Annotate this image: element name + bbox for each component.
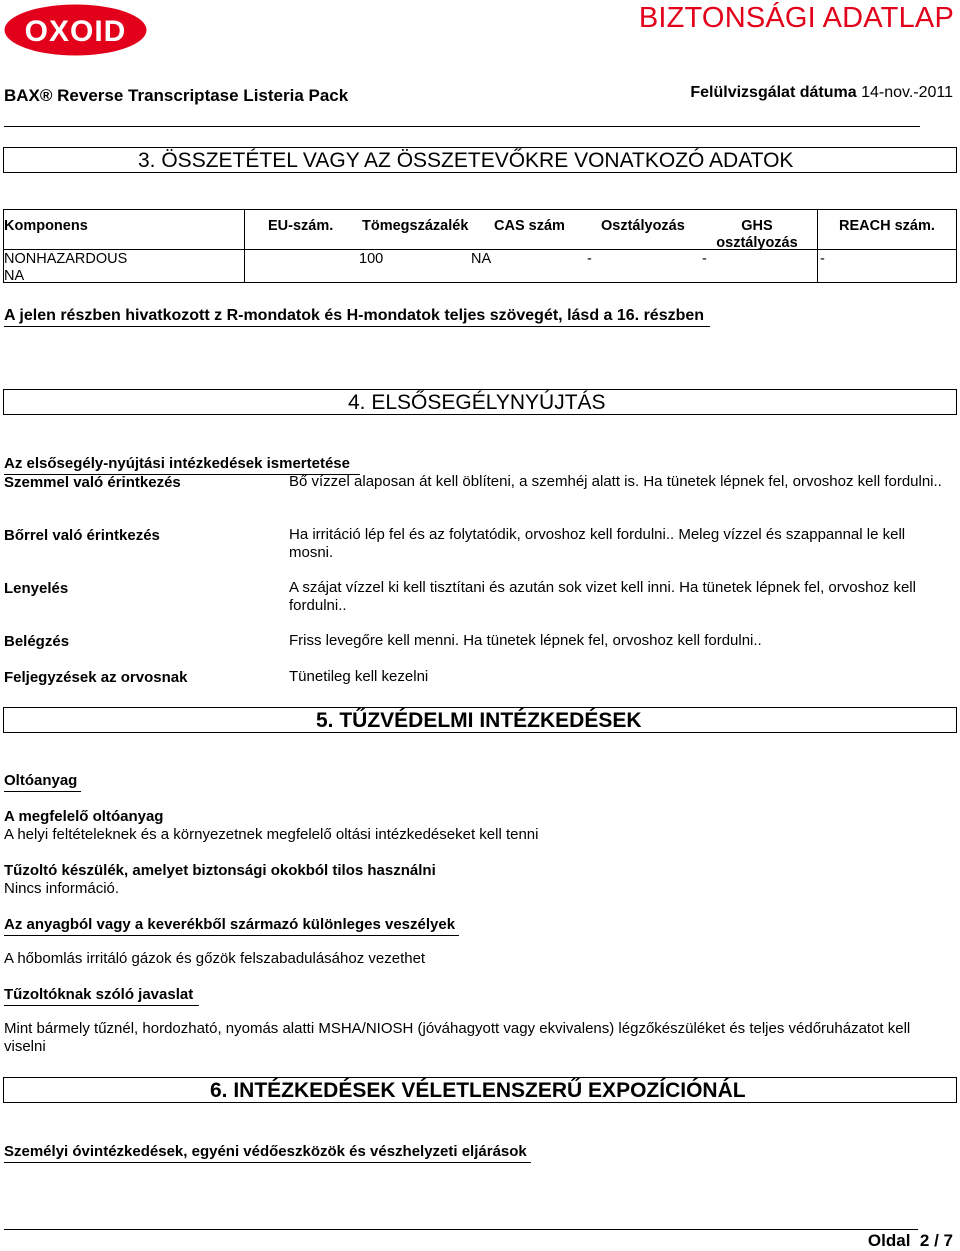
special-hazards-text: A hőbomlás irritáló gázok és gőzök felszabadulásához vezethet <box>4 950 426 967</box>
section-4-header <box>3 389 957 415</box>
first-aid-inhalation-text: Friss levegőre kell menni. Ha tünetek lépnek fel, orvoshoz kell fordulni.. <box>289 632 762 649</box>
section-5-header <box>3 707 957 733</box>
oxoid-logo <box>3 3 148 57</box>
logo-text: OXOID <box>24 15 127 48</box>
col-komponens: Komponens <box>4 218 88 234</box>
first-aid-eye-text: Bő vízzel alaposan át kell öblíteni, a szemhéj alatt is. Ha tünetek lépnek fel, orvoshoz kell fordulni.. <box>289 473 942 490</box>
col-classification: Osztályozás <box>601 218 685 234</box>
section-4-title: 4. ELSŐSEGÉLYNYÚJTÁS <box>348 391 606 414</box>
section-6-header <box>3 1077 957 1103</box>
unsuitable-media-text: Nincs információ. <box>4 880 120 897</box>
footer-divider <box>4 1229 918 1230</box>
col-weight-percent: Tömegszázalék <box>362 218 469 234</box>
first-aid-eye-label: Szemmel való érintkezés <box>4 474 181 491</box>
page-total: 7 <box>943 1231 953 1250</box>
revision-date-value: 14-nov.-2011 <box>861 84 953 101</box>
first-aid-ingestion-label: Lenyelés <box>4 580 69 597</box>
revision-label: Felülvizsgálat dátuma <box>690 84 857 101</box>
first-aid-skin-label: Bőrrel való érintkezés <box>4 527 160 544</box>
col-reach: REACH szám. <box>839 218 935 234</box>
first-aid-inhalation-label: Belégzés <box>4 633 70 650</box>
section-3-title: 3. ÖSSZETÉTEL VAGY AZ ÖSSZETEVŐKRE VONATKOZÓ ADATOK <box>138 149 794 172</box>
cell-cas: NA <box>471 251 492 267</box>
document-title: BIZTONSÁGI ADATLAP <box>638 2 954 34</box>
revision-date <box>690 84 953 102</box>
cell-reach: - <box>820 251 825 267</box>
section-5-title: 5. TŰZVÉDELMI INTÉZKEDÉSEK <box>316 709 642 732</box>
suitable-media-text: A helyi feltételeknek és a környezetnek megfelelő oltási intézkedéseket kell tenni <box>4 826 539 843</box>
firefighter-advice-text: Mint bármely tűznél, hordozható, nyomás alatti MSHA/NIOSH (jóváhagyott vagy ekvivalens) légzőkészüléket és teljes védőruházatot kell viselni <box>4 1020 911 1055</box>
cell-classification: - <box>587 251 592 267</box>
firefighter-advice-heading: Tűzoltóknak szóló javaslat <box>4 986 199 1003</box>
section-6-title: 6. INTÉZKEDÉSEK VÉLETLENSZERŰ EXPOZÍCIÓNÁL <box>210 1079 746 1102</box>
special-hazards-heading: Az anyagból vagy a keverékből származó különleges veszélyek <box>4 916 459 933</box>
first-aid-physician-label: Feljegyzések az orvosnak <box>4 669 188 686</box>
cell-weight: 100 <box>359 251 384 267</box>
extinguishing-heading: Oltóanyag <box>4 772 81 789</box>
product-name: BAX® Reverse Transcriptase Listeria Pack <box>4 86 349 105</box>
col-cas: CAS szám <box>494 218 565 234</box>
section-3-note: A jelen részben hivatkozott z R-mondatok és H-mondatok teljes szövegét, lásd a 16. részben <box>4 307 710 325</box>
section-3-header <box>3 147 957 173</box>
unsuitable-media-label: Tűzoltó készülék, amelyet biztonsági okokból tilos használni <box>4 862 436 879</box>
personal-precautions-heading: Személyi óvintézkedések, egyéni védőeszközök és vészhelyzeti eljárások <box>4 1143 531 1160</box>
col-eu-number: EU-szám. <box>268 218 334 234</box>
first-aid-ingestion-text: A szájat vízzel ki kell tisztítani és azután sok vizet kell inni. Ha tünetek lépnek fel, orvoshoz kell fordulni.. <box>289 579 916 614</box>
page-number: Oldal 2 / 7 <box>867 1231 953 1250</box>
first-aid-skin-text: Ha irritáció lép fel és az folytatódik, orvoshoz kell fordulni.. Meleg vízzel és szappannal le kell mosni. <box>289 526 906 561</box>
first-aid-physician-text: Tünetileg kell kezelni <box>289 668 429 685</box>
suitable-media-label: A megfelelő oltóanyag <box>4 808 164 825</box>
composition-table <box>3 209 957 283</box>
header-divider <box>4 126 920 127</box>
first-aid-subtitle: Az elsősegély-nyújtási intézkedések ismertetése <box>4 455 360 472</box>
cell-ghs: - <box>702 251 707 267</box>
page-current: 2 <box>919 1231 930 1250</box>
col-ghs: GHS osztályozás <box>716 218 798 251</box>
cell-component: NONHAZARDOUS NA <box>4 251 128 284</box>
